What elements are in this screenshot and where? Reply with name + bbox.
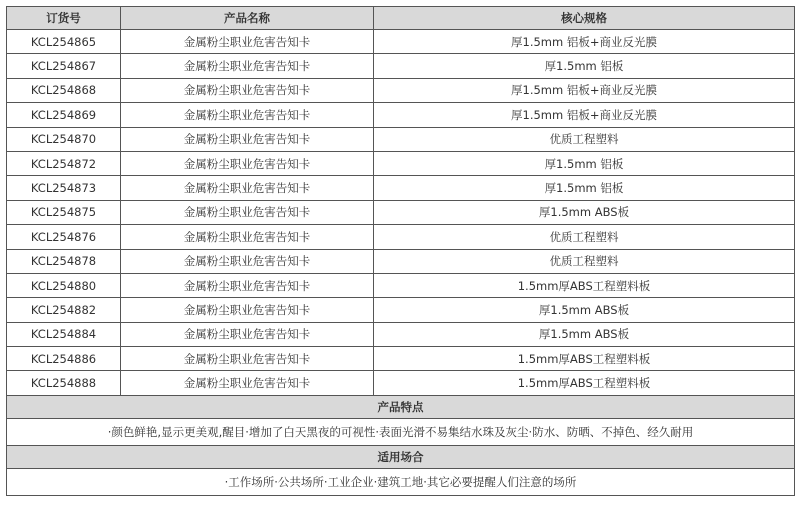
features-header-row [7,395,795,418]
product-name-cell: 金属粉尘职业危害告知卡 [121,322,374,346]
order-no-cell: KCL254884 [7,322,121,346]
product-name-cell: 金属粉尘职业危害告知卡 [121,103,374,127]
table-row [7,298,795,322]
table-row [7,78,795,102]
core-spec-cell: 1.5mm厚ABS工程塑料板 [374,273,795,297]
product-name-cell: 金属粉尘职业危害告知卡 [121,127,374,151]
core-spec-cell: 优质工程塑料 [374,225,795,249]
table-body [7,30,795,396]
core-spec-cell: 厚1.5mm 铝板+商业反光膜 [374,30,795,54]
core-spec-cell: 厚1.5mm ABS板 [374,298,795,322]
product-name-cell: 金属粉尘职业危害告知卡 [121,249,374,273]
product-name-cell: 金属粉尘职业危害告知卡 [121,225,374,249]
order-no-cell: KCL254878 [7,249,121,273]
order-no-cell: KCL254870 [7,127,121,151]
order-no-cell: KCL254888 [7,371,121,395]
product-name-cell: 金属粉尘职业危害告知卡 [121,30,374,54]
core-spec-cell: 1.5mm厚ABS工程塑料板 [374,371,795,395]
order-no-cell: KCL254865 [7,30,121,54]
product-name-cell: 金属粉尘职业危害告知卡 [121,78,374,102]
table-row [7,347,795,371]
order-no-cell: KCL254882 [7,298,121,322]
table-row [7,249,795,273]
table-row [7,176,795,200]
core-spec-cell: 厚1.5mm 铝板 [374,176,795,200]
table-row [7,54,795,78]
usage-header-row [7,445,795,468]
table-row [7,225,795,249]
table-row [7,151,795,175]
order-no-cell: KCL254872 [7,151,121,175]
features-body-row [7,418,795,445]
product-name-cell: 金属粉尘职业危害告知卡 [121,371,374,395]
order-no-cell: KCL254880 [7,273,121,297]
product-name-cell: 金属粉尘职业危害告知卡 [121,176,374,200]
table-row [7,127,795,151]
table-header-row [7,7,795,30]
core-spec-cell: 1.5mm厚ABS工程塑料板 [374,347,795,371]
order-no-cell: KCL254875 [7,200,121,224]
product-name-cell: 金属粉尘职业危害告知卡 [121,347,374,371]
core-spec-cell: 优质工程塑料 [374,127,795,151]
order-no-cell: KCL254886 [7,347,121,371]
table-row [7,200,795,224]
core-spec-cell: 厚1.5mm 铝板 [374,151,795,175]
order-no-cell: KCL254867 [7,54,121,78]
usage-title: 适用场合 [7,445,795,468]
product-name-cell: 金属粉尘职业危害告知卡 [121,151,374,175]
product-name-cell: 金属粉尘职业危害告知卡 [121,298,374,322]
product-name-cell: 金属粉尘职业危害告知卡 [121,200,374,224]
core-spec-cell: 厚1.5mm ABS板 [374,322,795,346]
usage-body-row [7,468,795,495]
header-core-spec: 核心规格 [374,7,795,30]
header-product-name: 产品名称 [121,7,374,30]
core-spec-cell: 厚1.5mm 铝板+商业反光膜 [374,103,795,127]
header-order-no: 订货号 [7,7,121,30]
features-title: 产品特点 [7,395,795,418]
features-text: ·颜色鲜艳,显示更美观,醒目·增加了白天黑夜的可视性·表面光滑不易集结水珠及灰尘·防水、防晒、不掉色、经久耐用 [7,418,795,445]
product-spec-table-container [6,6,794,496]
table-row [7,273,795,297]
product-name-cell: 金属粉尘职业危害告知卡 [121,54,374,78]
order-no-cell: KCL254868 [7,78,121,102]
product-name-cell: 金属粉尘职业危害告知卡 [121,273,374,297]
product-spec-table [6,6,795,496]
core-spec-cell: 厚1.5mm 铝板 [374,54,795,78]
usage-text: ·工作场所·公共场所·工业企业·建筑工地·其它必要提醒人们注意的场所 [7,468,795,495]
order-no-cell: KCL254873 [7,176,121,200]
order-no-cell: KCL254876 [7,225,121,249]
table-row [7,371,795,395]
order-no-cell: KCL254869 [7,103,121,127]
table-row [7,322,795,346]
core-spec-cell: 厚1.5mm 铝板+商业反光膜 [374,78,795,102]
core-spec-cell: 厚1.5mm ABS板 [374,200,795,224]
core-spec-cell: 优质工程塑料 [374,249,795,273]
table-row [7,30,795,54]
table-row [7,103,795,127]
